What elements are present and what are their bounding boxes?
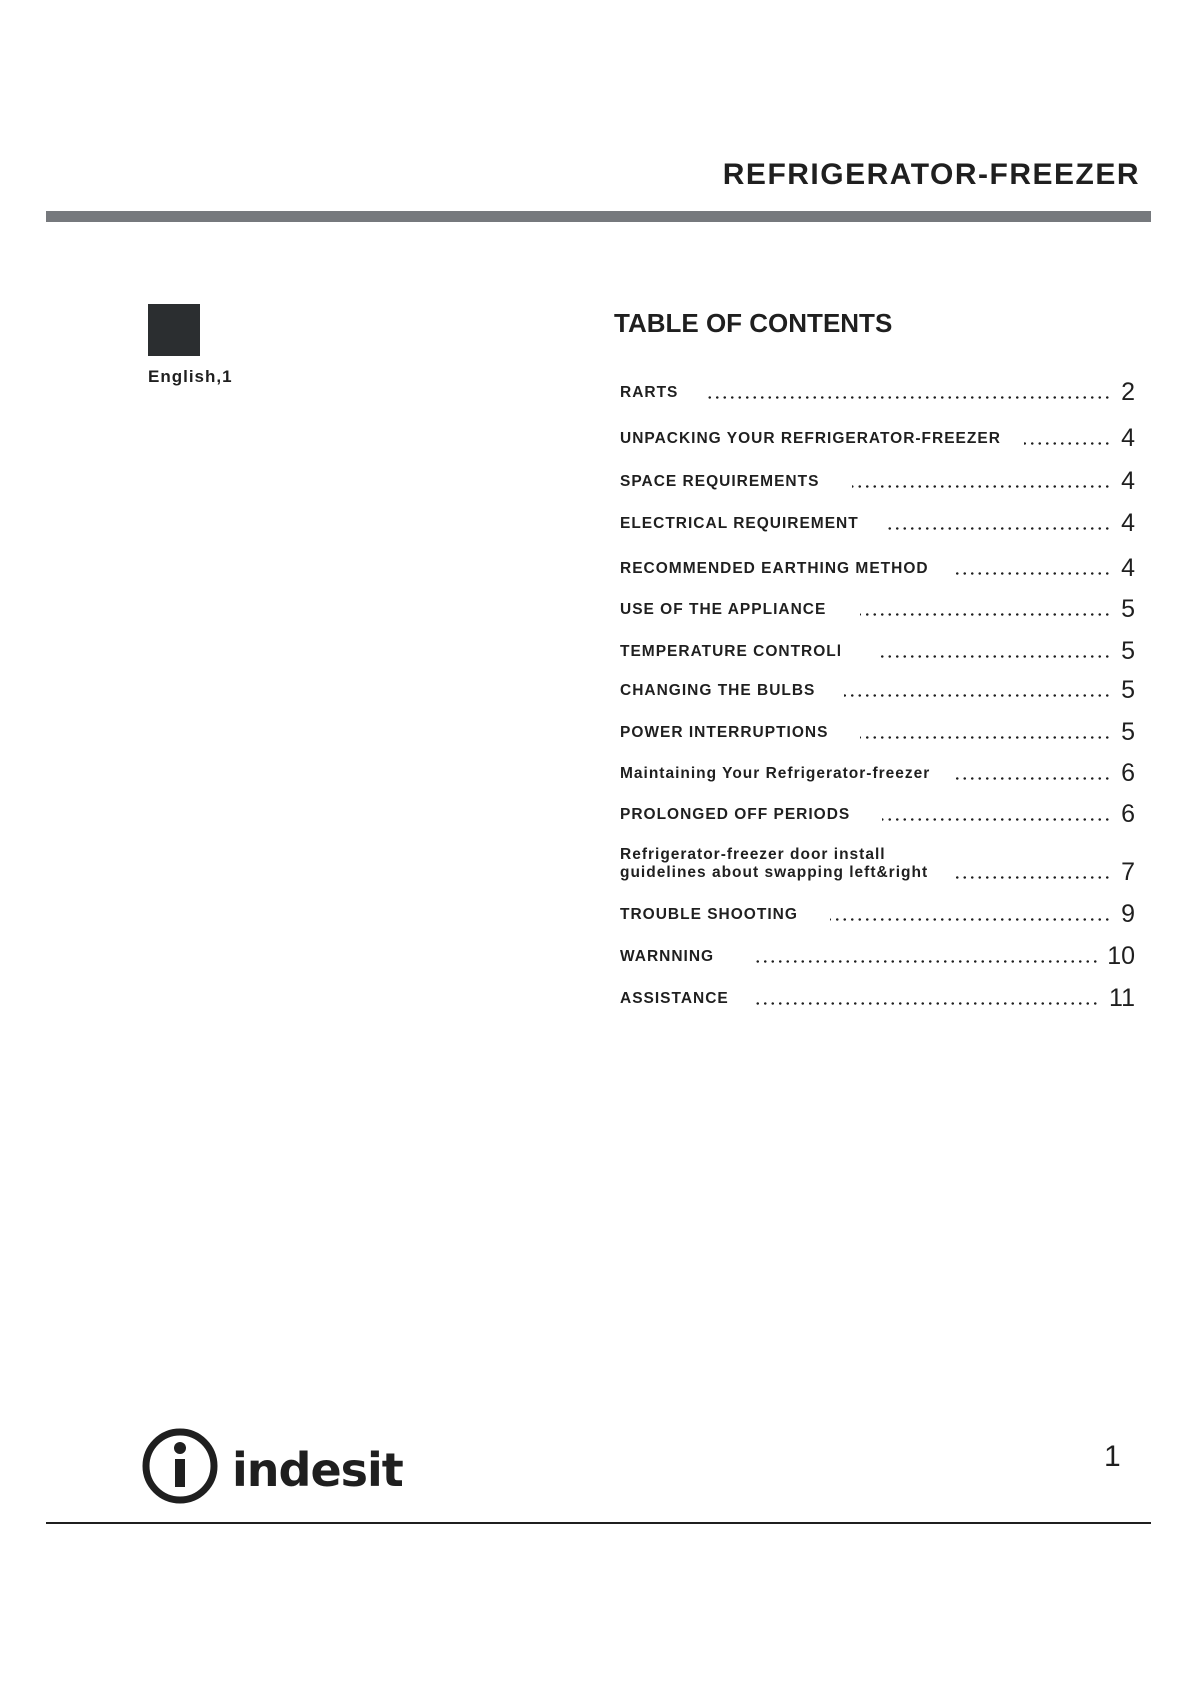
toc-entry-page: 5 [1121,595,1135,623]
dot-leader [876,655,1111,658]
toc-entry[interactable] [620,372,1135,404]
dot-leader [706,396,1111,399]
toc-entry[interactable] [620,503,1135,535]
language-label: English,1 [148,367,233,386]
dot-leader [888,527,1111,530]
toc-entry[interactable] [620,753,1135,785]
page-number: 1 [1104,1440,1121,1473]
toc-entry-page: 4 [1121,554,1135,582]
dot-leader [754,960,1099,963]
header-divider [46,211,1151,222]
toc-entry-label: SPACE REQUIREMENTS [620,473,820,490]
toc-entry-page: 5 [1121,637,1135,665]
toc-entry-label: UNPACKING YOUR REFRIGERATOR-FREEZER [620,430,1001,447]
dot-leader [844,694,1111,697]
toc-entry[interactable] [620,712,1135,744]
toc-entry-page: 6 [1121,759,1135,787]
toc-entry-label: ASSISTANCE [620,990,729,1007]
toc-entry-page: 7 [1121,858,1135,886]
toc-entry-page: 4 [1121,467,1135,495]
toc-entry-label: Refrigerator-freezer door install guidelines about swapping left&right [620,846,929,881]
dot-leader [956,777,1111,780]
toc-entry[interactable] [620,418,1135,450]
toc-entry[interactable] [620,548,1135,580]
toc-entry[interactable] [620,631,1135,663]
toc-entry-page: 11 [1109,984,1135,1012]
toc-entry[interactable] [620,589,1135,621]
toc-entry-label: POWER INTERRUPTIONS [620,724,829,741]
toc-entry[interactable] [620,846,1135,886]
toc-entry[interactable] [620,461,1135,493]
toc-heading: TABLE OF CONTENTS [614,308,893,338]
toc-entry-page: 5 [1121,718,1135,746]
dot-leader [860,613,1111,616]
toc-entry-page: 9 [1121,900,1135,928]
toc-entry-label: RARTS [620,384,679,401]
dot-leader [852,485,1111,488]
toc-entry-page: 4 [1121,424,1135,452]
dot-leader [956,876,1111,879]
toc-entry-label: ELECTRICAL REQUIREMENT [620,515,859,532]
toc-entry-label: WARNNING [620,948,715,965]
toc-entry[interactable] [620,794,1135,826]
toc-entry-label: PROLONGED OFF PERIODS [620,806,851,823]
language-marker [148,304,200,356]
toc-entry-label: RECOMMENDED EARTHING METHOD [620,560,929,577]
toc-entry-label: CHANGING THE BULBS [620,682,816,699]
dot-leader [956,572,1111,575]
toc-entry-page: 6 [1121,800,1135,828]
toc-entry[interactable] [620,894,1135,926]
toc-entry-page: 5 [1121,676,1135,704]
toc-entry[interactable] [620,936,1135,968]
toc-entry-label: Maintaining Your Refrigerator-freezer [620,765,931,782]
toc-entry-page: 4 [1121,509,1135,537]
dot-leader [860,736,1111,739]
footer-divider [46,1522,1151,1524]
toc-entry[interactable] [620,670,1135,702]
indesit-logo [140,1426,440,1506]
dot-leader [830,918,1111,921]
toc-entry-label: TEMPERATURE CONTROLl [620,643,843,660]
toc-entry-label: USE OF THE APPLIANCE [620,601,827,618]
document-title: REFRIGERATOR-FREEZER [722,158,1140,191]
toc-entry[interactable] [620,978,1135,1010]
dot-leader [1024,442,1111,445]
toc-entry-label: TROUBLE SHOOTING [620,906,798,923]
toc-entry-page: 2 [1121,378,1135,406]
brand-wordmark: indesit [232,1443,403,1497]
toc-entry-page: 10 [1107,942,1135,970]
dot-leader [882,818,1111,821]
dot-leader [754,1002,1099,1005]
